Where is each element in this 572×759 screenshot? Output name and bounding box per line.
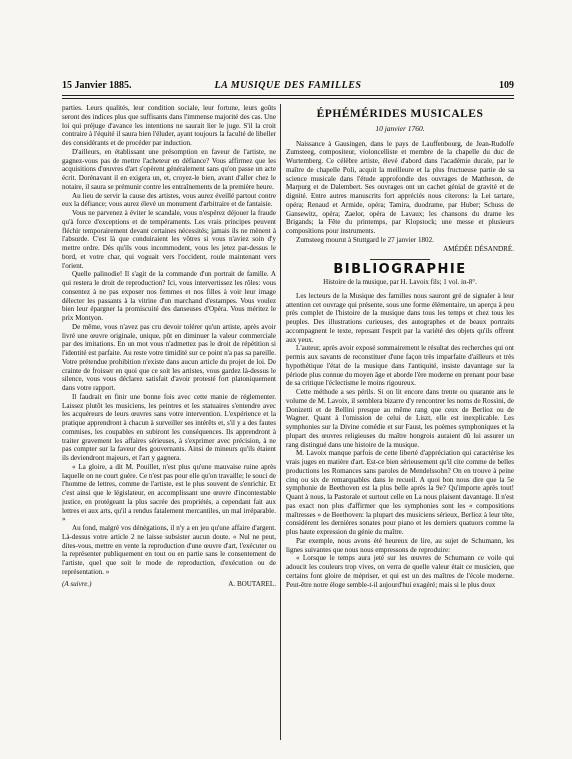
- section-separator: [370, 259, 430, 260]
- paragraph: Zumsteeg mourut à Stuttgard le 27 janvier 1802.: [296, 235, 434, 244]
- header-rule: [62, 95, 514, 96]
- page-number: 109: [499, 80, 514, 91]
- paragraph: Au fond, malgré vos dénégations, il n'y a en jeu qu'une affaire d'argent. Là-dessus votre article 2 ne laisse subsister aucun doute. « Nul ne peut, dites-vous, mettre en vente la reproduction d'une œuvre d'art, l'exécuter ou la représenter publiquement en tout ou en partie sans le consentement de l'artiste, quel que soit le mode de reproduction, d'exécution ou de représentation. »: [62, 524, 276, 576]
- section-title-bibliographie: BIBLIOGRAPHIE: [333, 262, 467, 278]
- paragraph: Cette méthode a ses périls. Si on lit encore dans trente ou quarante ans le volume de M. Lavoix, il semblera bizarre d'y rencontrer les noms de Rossini, de Donizetti et de Bellini presque au même rang que ceux de Berlioz ou de Wagner. Quant à l'omission de celui de Liszt, elle est inexplicable. Les symphonies sur la Divine comédie et sur Faust, les poèmes symphoniques et la plupart des œuvres religieuses du maître hongrois auraient dû lui assurer un rang distingué dans une histoire de la musique.: [286, 388, 514, 449]
- left-column: [62, 104, 276, 724]
- header-title: LA MUSIQUE DES FAMILLES: [214, 80, 362, 91]
- paragraph: Quelle palinodie! Il s'agit de la commande d'un portrait de famille. A qui restera le droit de reproduction? Ici, vous intervertissez les rôles: vous consentez à ne pas exposer nos femmes et nos filles à voir leur image délecter les passants à la vitrine d'un marchand d'estampes. Vous voulez bien leur épargner la promiscuité des danseuses d'Opéra. Vous méritez le prix Montyon.: [62, 270, 276, 322]
- ephemeris-signature: AMÉDÉE DÉSANDRÉ.: [443, 244, 514, 253]
- header-date: 15 Janvier 1885.: [62, 80, 132, 91]
- running-header: [62, 80, 514, 94]
- paragraph: Au lieu de servir la cause des artistes, vous aurez éveillé partout contre eux la défiance; vous aurez élevé un monument d'arbitraire et de fantaisie.: [62, 191, 276, 209]
- paragraph: Les lecteurs de la Musique des familles nous sauront gré de signaler à leur attention cet ouvrage qui présente, sous une forme élémentaire, un aperçu à peu près complet de l'histoire de la musique dans tous les temps et chez tous les peuples. Des illustrations curieuses, des autographes et de beaux portraits accompagnent le texte, reposant l'esprit par la variété des objets qu'ils offrent aux yeux.: [286, 291, 514, 344]
- article-footer: [62, 580, 276, 589]
- header-rule-double: [62, 98, 514, 99]
- paragraph: Par exemple, nous avons été heureux de lire, au sujet de Schumann, les lignes suivantes que nous nous empressons de reproduire:: [286, 536, 514, 554]
- paragraph: « Lorsque le temps aura jeté sur les œuvres de Schumann ce voile qui adoucit les couleurs trop vives, on verra de quelle valeur était ce musicien, que certains font gloire de mépriser, et qui est un des maîtres de l'école moderne. Peut-être notre éloge semble-t-il aujourd'hui exagéré; mais si le plus doux: [286, 554, 514, 589]
- section-title-ephemerides: ÉPHÉMÉRIDES MUSICALES: [316, 108, 484, 120]
- paragraph: De même, vous n'avez pas cru devoir tolérer qu'un artiste, après avoir livré une œuvre originale, unique, pût en diminuer la valeur commerciale par des imitations. En un mot vous n'admettez pas le droit de répétition si l'identité est parfaite. Au reste votre timidité sur ce point n'a pas sa pareille. Votre prétendue prohibition n'existe dans aucun article du projet de loi. De crainte de froisser en quoi que ce soit les artistes, vous gardez là-dessus le silence, vous vous déclarez satisfait d'avoir protesté fort platoniquement dans votre rapport.: [62, 322, 276, 392]
- paragraph: D'ailleurs, en établissant une présomption en faveur de l'artiste, ne gagnez-vous pas de mettre l'acheteur en défiance? Vous affirmez que les acquisitions d'œuvres d'art s'opèrent généralement sans qu'on passe un acte écrit. Dorénavant il en exigera un, et, croyez-le bien, avant d'aller chez le notaire, il saura se prémunir contre les entraînements de la première heure.: [62, 147, 276, 191]
- paragraph: Il faudrait en finir une bonne fois avec cette manie de réglementer. Laissez plutôt les musiciens, les peintres et les statuaires s'entendre avec les acquéreurs de leurs œuvres sans votre intervention. L'expérience et la pratique apprendront à chacun à surveiller ses intérêts et, s'il y a des fautes commises, les coupables en subiront les conséquences. Ils apprendront à traiter gravement les affaires sérieuses, à s'exprimer avec précision, à ne pas compter sur la faveur des gouvernants. Ainsi de mineurs qu'ils étaient ils deviendront majeurs, et l'art y gagnera.: [62, 392, 276, 462]
- right-column: [286, 104, 514, 744]
- paragraph: Naissance à Gausingen, dans le pays de Lauffenbourg, de Jean-Rudolfe Zumsteeg, compositeur, violoncelliste et membre de la chapelle du duc de Wurtemberg. Ce célèbre artiste, élevé d'abord dans l'académie ducale, par le maître de chapelle Poli, acquit la meilleure et la plus fructueuse partie de sa science musicale dans l'étude approfondie des ouvrages de Mattheson, de Marpurg et de Dalembert. Ses ouvrages ont un cachet génial de gravité et de dignité. Entre autres manuscrits fort appréciés nous citerons: la Lei tartare, opéra; Renaud et Armide, opéra; Tamira, duodrame, par Huber; Schuss de Gansewitz, opéra; Zaelor, opéra de Lavaux; les chansons du drame les Brigands; la Fête du printemps, par Klopstock; une messe et plusieurs compositions pour instruments.: [286, 139, 514, 235]
- paragraph: M. Lavoix manque parfois de cette liberté d'appréciation qui caractérise les vrais juges en matière d'art. Est-ce bien sérieusement qu'il cite comme de belles productions les Romances sans paroles de Mendelssohn? On en trouve à peine cinq ou six de remarquables dans le recueil. A quoi bon nous dire que la 5e symphonie de Beethoven est la plus belle après la 9e? Qu'importe après tout! Quant à nous, la Pastorale et surtout celle en La nous plaisent davantage. Il n'est pas exact non plus d'affirmer que les symphonies sont les « compositions maîtresses » de Beethoven: la plupart des musiciens sérieux, Berlioz à leur tête, considèrent les dernières sonates pour piano et les derniers quatuors comme la plus haute expression du génie du maître.: [286, 449, 514, 536]
- ephemeris-date: 10 janvier 1760.: [375, 123, 425, 133]
- book-reference: Histoire de la musique, par H. Lavoix fils; 1 vol. in-8°.: [323, 278, 477, 286]
- paragraph: « La gloire, a dit M. Pouillet, n'est plus qu'une mauvaise ruine après laquelle on ne court guère. Ce n'est pas pour elle qu'on travaille; le souci de l'homme de lettres, comme de l'artiste, est le plus souvent de s'enrichir. Et c'est ainsi que le législateur, en accomplissant une œuvre d'incontestable justice, en protégeant la plus sacrée des propriétés, a cependant fait aux lettres et aux arts, qu'il a rendus fatalement mercantiles, un mal irréparable. »: [62, 462, 276, 524]
- paragraph: Vous ne parvenez à éviter le scandale, vous n'espérez déjouer la fraude qu'à force d'exceptions et de tempéraments. Les vrais principes peuvent fléchir temporairement devant certaines nécessités; jamais ils ne mènent à l'absurde. C'est là que conduiraient les vôtres si vous n'aviez soin d'y mettre ordre. Dès qu'ils vous incommodent, vous les jetez par-dessus le bord, et votre char, qui voguait vers l'occident, roule maintenant vers l'orient.: [62, 209, 276, 270]
- paragraph: parties. Leurs qualités, leur condition sociale, leur fortune, leurs goûts seront des indices plus que suffisants dans l'immense majorité des cas. Une loi qui préjuge d'avance les intentions ne saurait lier le juge. S'il la croit contraire à l'équité il saura bien l'éluder, ayant toujours la faculté de libeller des considérants et de procéder par induction.: [62, 104, 276, 147]
- to-follow: (A suivre.): [62, 579, 92, 588]
- paragraph: L'auteur, après avoir exposé sommairement le résultat des recherches qui ont permis aux savants de reconstituer d'une façon très imparfaite d'ailleurs et très hypothétique l'état de la musique dans l'antiquité, insiste davantage sur la période plus connue du moyen âge et aborde l'ère moderne en prenant pour base de sa critique l'éclectisme le moins rigoureux.: [286, 344, 514, 388]
- column-divider: [280, 104, 281, 740]
- author-signature: A. BOUTAREL.: [228, 579, 276, 588]
